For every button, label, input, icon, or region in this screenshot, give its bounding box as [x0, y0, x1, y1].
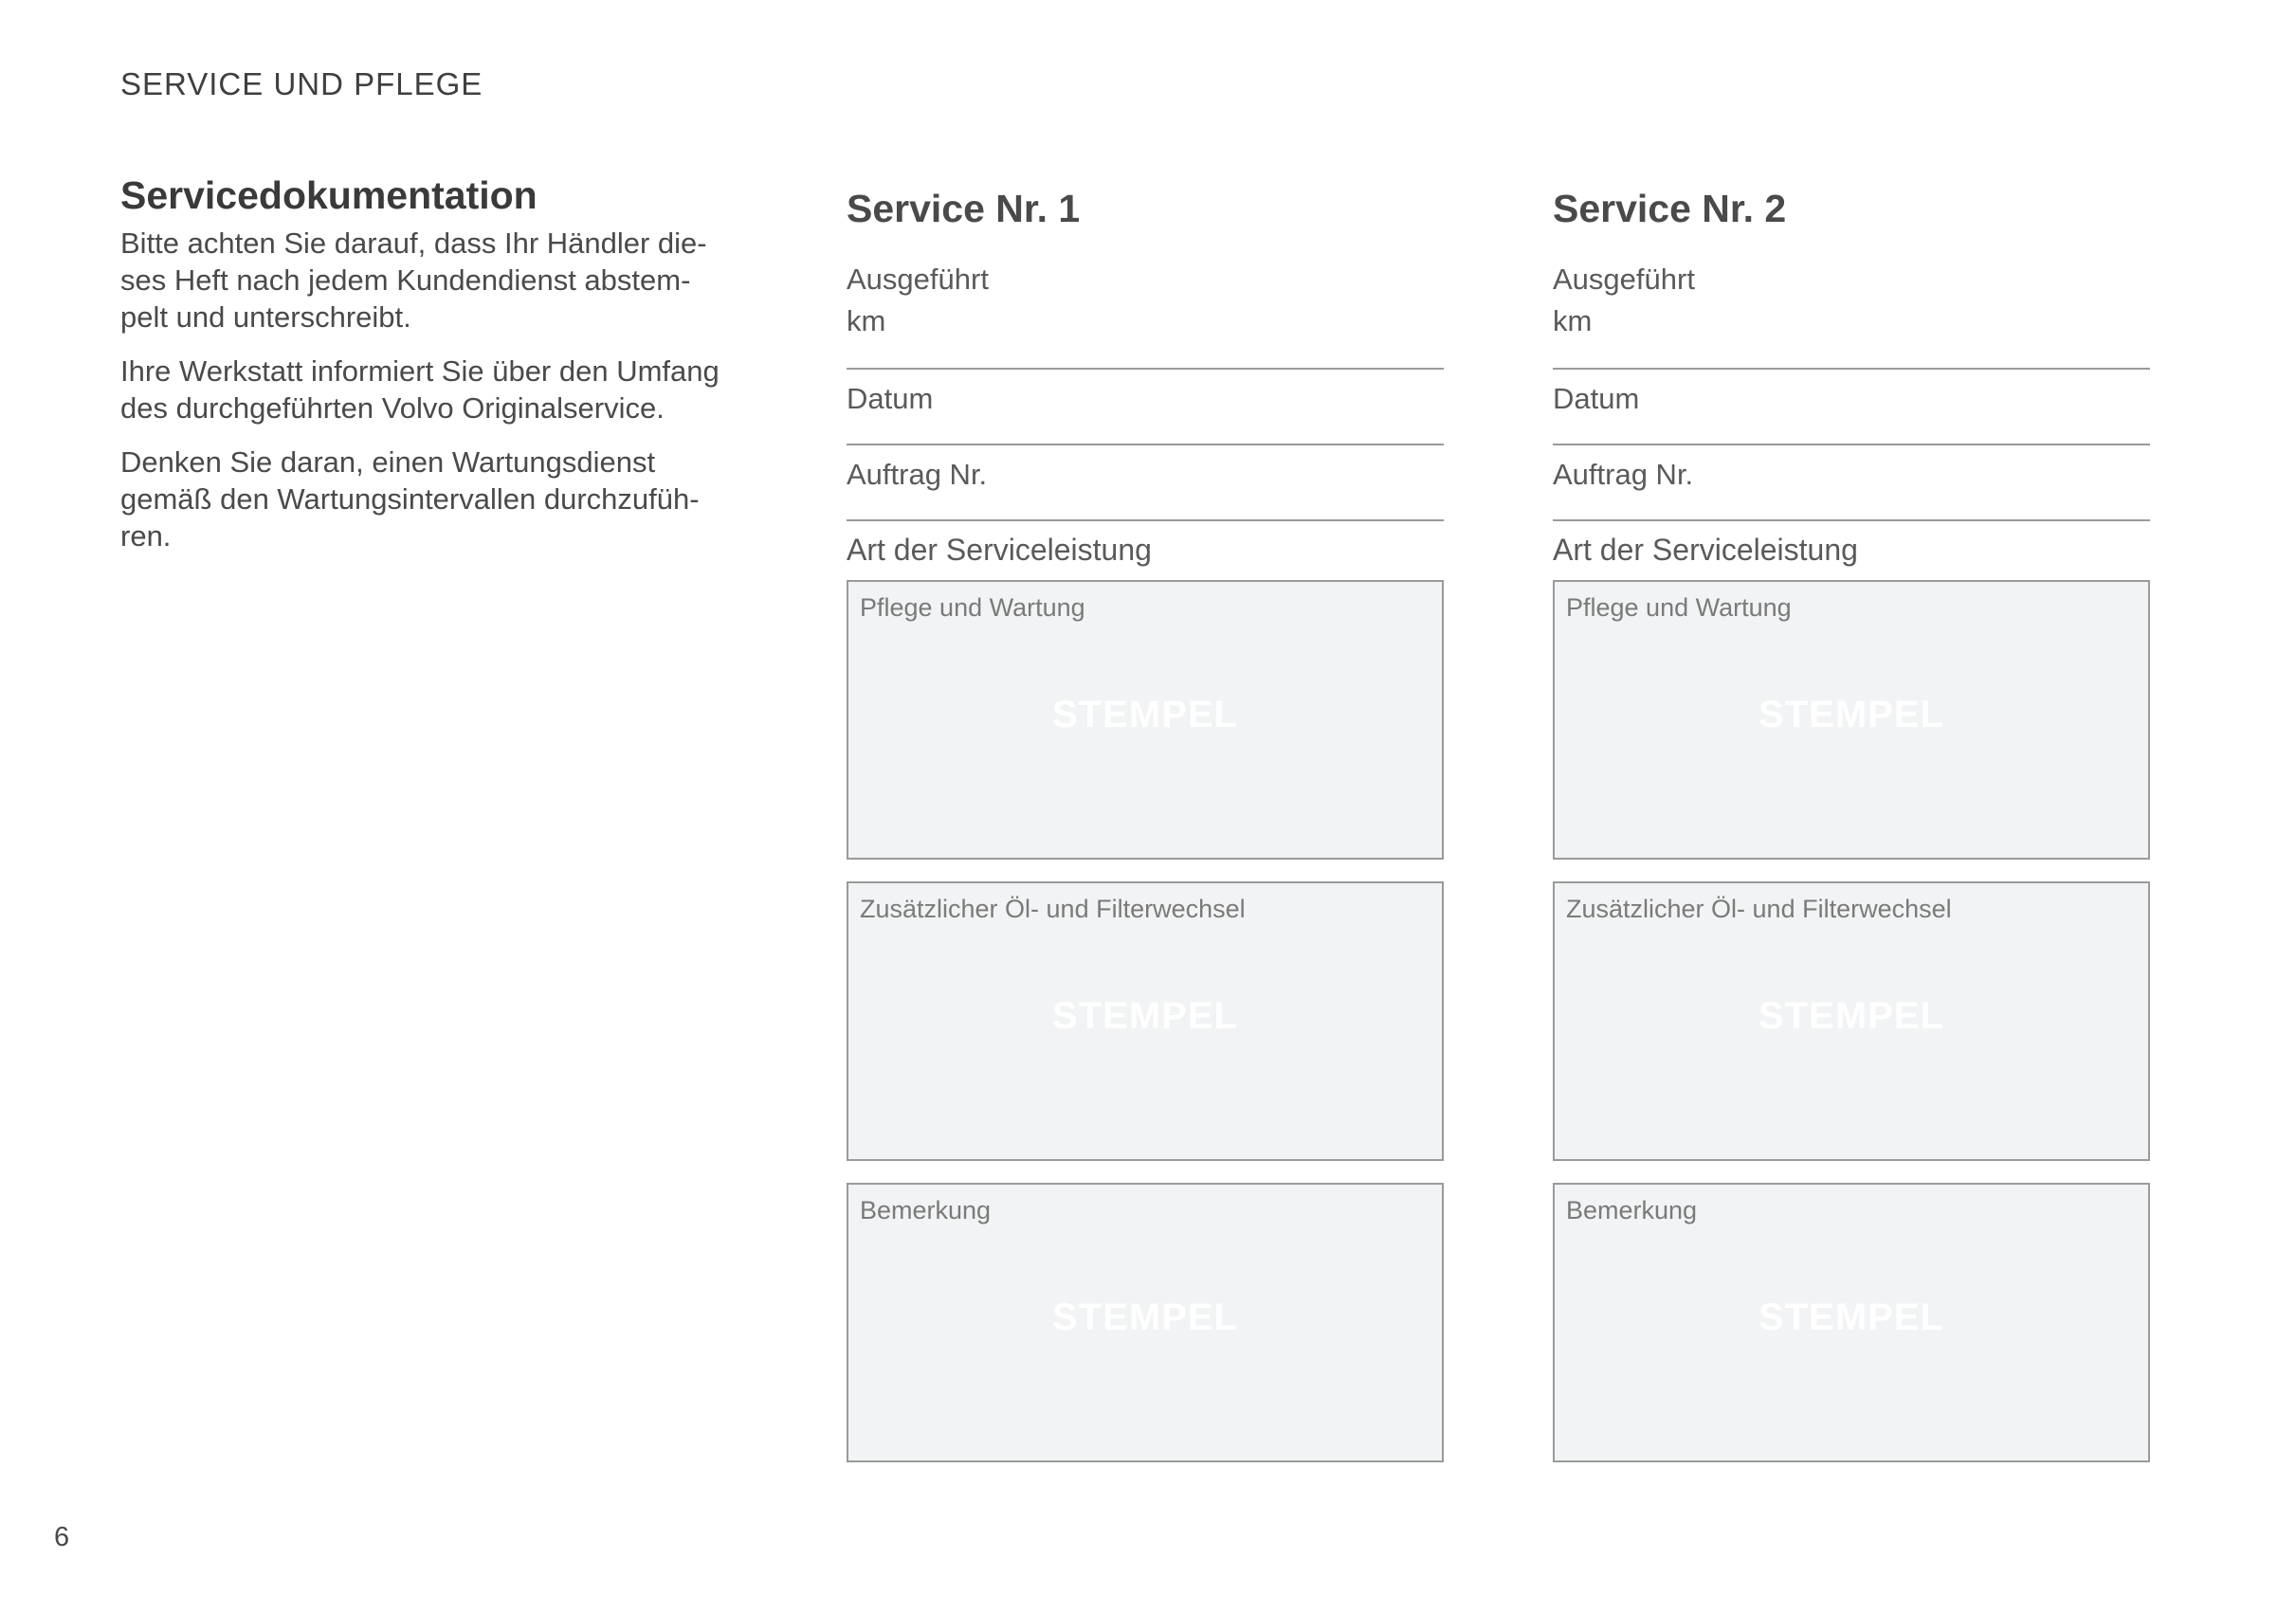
- ausgefuehrt-km-field[interactable]: [1553, 259, 2150, 370]
- stamp-box-bemerkung[interactable]: [1553, 1183, 2150, 1462]
- stamp-watermark: STEMPEL: [1758, 1297, 1944, 1338]
- stamp-box-oelwechsel[interactable]: [847, 881, 1444, 1161]
- stamp-box-label: Bemerkung: [1566, 1196, 1698, 1224]
- stamp-box-pflege[interactable]: [1553, 580, 2150, 860]
- intro-section: [120, 172, 774, 571]
- stamp-box-label: Zusätzlicher Öl- und Filterwechsel: [1566, 895, 1952, 923]
- stamp-box-label: Bemerkung: [860, 1196, 992, 1224]
- km-label: km: [847, 304, 886, 337]
- art-der-serviceleistung-label: Art der Serviceleistung: [1553, 533, 1858, 567]
- datum-field[interactable]: [1553, 370, 2150, 445]
- auftrag-field[interactable]: [847, 445, 1444, 521]
- service-column-1: [847, 185, 1444, 1462]
- stamp-box-label: Zusätzlicher Öl- und Filterwechsel: [860, 895, 1246, 923]
- stamp-watermark: STEMPEL: [1052, 1297, 1238, 1338]
- stamp-watermark: STEMPEL: [1758, 694, 1944, 735]
- auftrag-label: Auftrag Nr.: [847, 458, 988, 491]
- service-column-2: [1553, 185, 2150, 1462]
- ausgefuehrt-km-field[interactable]: [847, 259, 1444, 370]
- service-title: Service Nr. 1: [847, 187, 1081, 230]
- stamp-watermark: STEMPEL: [1052, 995, 1238, 1037]
- datum-field[interactable]: [847, 370, 1444, 445]
- stamp-box-label: Pflege und Wartung: [860, 593, 1085, 622]
- stamp-box-label: Pflege und Wartung: [1566, 593, 1792, 622]
- stamp-box-pflege[interactable]: [847, 580, 1444, 860]
- intro-paragraph-2: Ihre Werkstatt informiert Sie über den Umfang des durchgeführten Volvo Originalservice.: [120, 354, 720, 425]
- section-header: SERVICE UND PFLEGE: [120, 66, 483, 101]
- stamp-watermark: STEMPEL: [1052, 694, 1238, 735]
- auftrag-field[interactable]: [1553, 445, 2150, 521]
- auftrag-label: Auftrag Nr.: [1553, 458, 1694, 491]
- ausgefuehrt-label: Ausgeführt: [847, 263, 989, 296]
- km-label: km: [1553, 304, 1593, 337]
- datum-label: Datum: [847, 382, 934, 415]
- service-title: Service Nr. 2: [1553, 187, 1787, 230]
- intro-paragraph-3: Denken Sie daran, einen Wartungsdienst gemäß den Wartungsintervallen durchzufüh- ren.: [120, 445, 700, 553]
- page-number: 6: [54, 1522, 70, 1552]
- datum-label: Datum: [1553, 382, 1640, 415]
- ausgefuehrt-label: Ausgeführt: [1553, 263, 1695, 296]
- intro-paragraph-1: Bitte achten Sie darauf, dass Ihr Händler die- ses Heft nach jedem Kundendienst abstem- pelt und unterschreibt.: [120, 227, 707, 334]
- art-der-serviceleistung-label: Art der Serviceleistung: [847, 533, 1152, 567]
- intro-title: Servicedokumentation: [120, 173, 538, 217]
- stamp-box-bemerkung[interactable]: [847, 1183, 1444, 1462]
- stamp-watermark: STEMPEL: [1758, 995, 1944, 1037]
- stamp-box-oelwechsel[interactable]: [1553, 881, 2150, 1161]
